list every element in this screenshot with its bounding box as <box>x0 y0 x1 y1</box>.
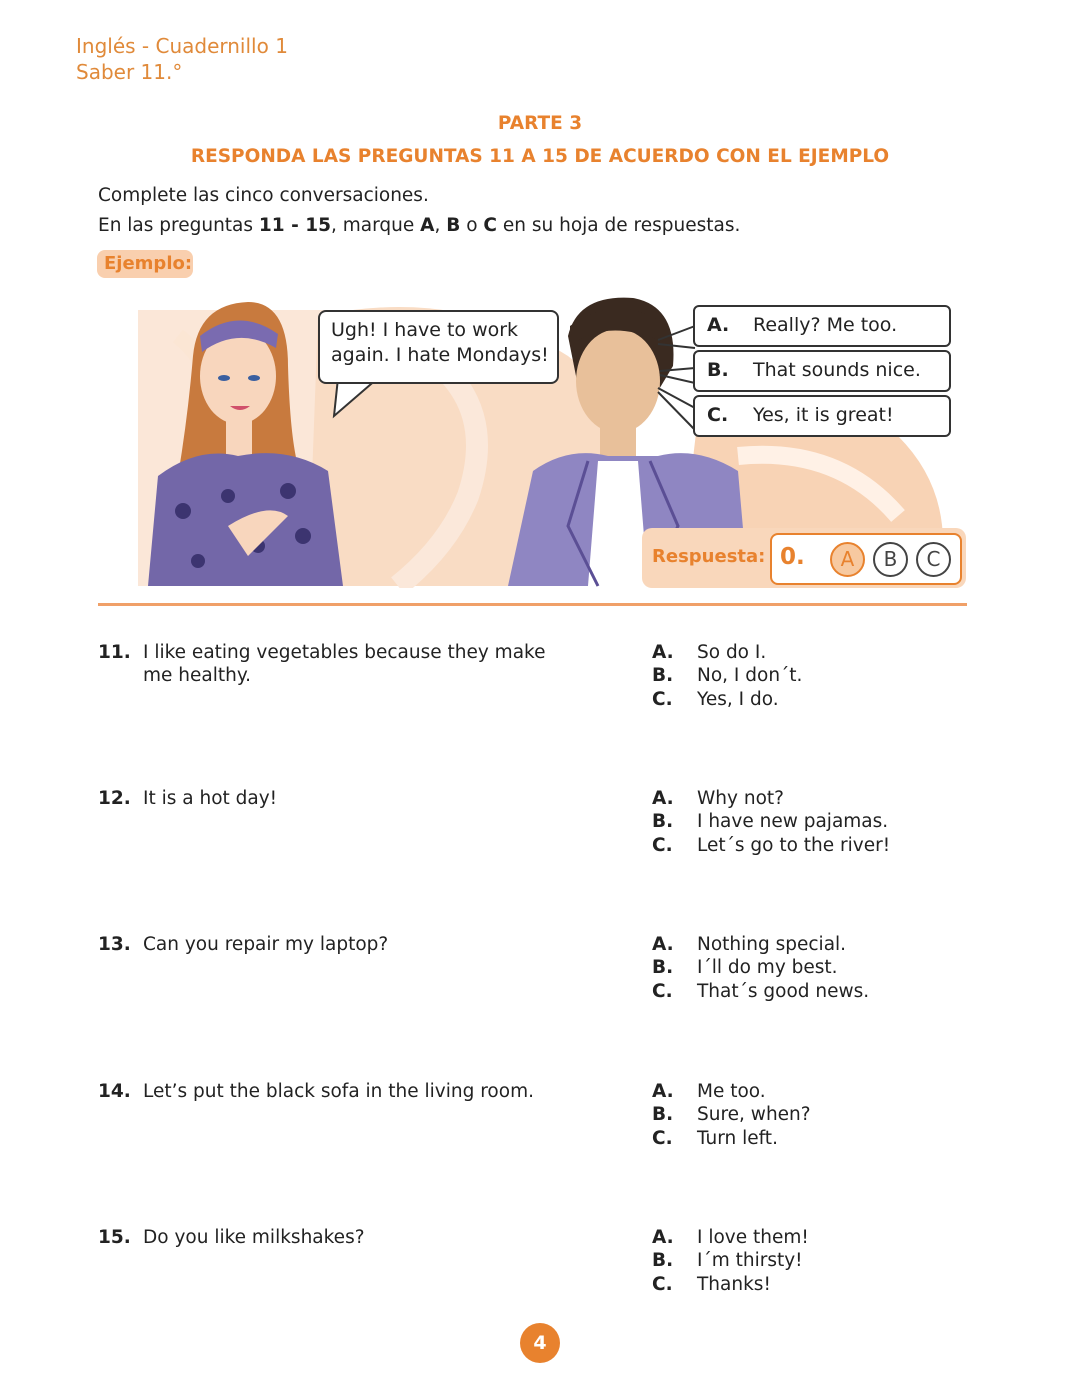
example-option-c <box>693 395 951 437</box>
section-divider <box>98 603 967 606</box>
question-12-options <box>652 787 982 857</box>
option-letter: C. <box>652 688 673 710</box>
question-text: Let’s put the black sofa in the living room. <box>143 1081 534 1102</box>
question-15 <box>98 1226 548 1249</box>
option-row <box>652 1273 982 1296</box>
option-text: Sure, when? <box>697 1104 811 1126</box>
option-text: I love them! <box>697 1227 809 1248</box>
option-text: Why not? <box>697 788 784 809</box>
question-11-options <box>652 641 982 711</box>
option-letter: C. <box>707 404 729 426</box>
option-row <box>652 787 982 810</box>
option-text: I´ll do my best. <box>697 957 838 979</box>
question-number: 15. <box>98 1227 131 1248</box>
question-number: 13. <box>98 934 131 955</box>
instr-letter-a: A <box>420 215 435 236</box>
option-letter: A. <box>652 1081 674 1102</box>
instr-letter-c: C <box>483 215 497 236</box>
answer-number: 0. <box>780 544 805 570</box>
option-letter: B. <box>652 665 674 687</box>
question-11 <box>98 641 548 687</box>
speech-bubble <box>318 310 559 384</box>
option-row <box>652 688 982 711</box>
option-row <box>652 1103 982 1126</box>
instruction-line-1: Complete las cinco conversaciones. <box>98 185 429 206</box>
instr-text: , <box>434 215 447 236</box>
part-subtitle: RESPONDA LAS PREGUNTAS 11 A 15 DE ACUERDO CON EL EJEMPLO <box>190 146 890 167</box>
subject-title: Inglés - Cuadernillo 1 <box>76 34 288 58</box>
speech-line-1: Ugh! I have to work <box>331 319 519 341</box>
option-row <box>652 1226 982 1249</box>
page-number: 4 <box>520 1323 560 1363</box>
option-letter: B. <box>652 957 674 979</box>
option-letter: A. <box>652 1227 674 1248</box>
part-title: PARTE 3 <box>497 113 583 134</box>
answer-label: Respuesta: <box>652 546 766 567</box>
option-text: Yes, it is great! <box>753 404 894 426</box>
instr-range: 11 - 15 <box>258 215 331 236</box>
question-text: It is a hot day! <box>143 788 278 809</box>
option-text: I´m thirsty! <box>697 1250 803 1272</box>
option-letter: C. <box>652 1127 673 1149</box>
instr-text: en su hoja de respuestas. <box>497 215 741 236</box>
grade-title: Saber 11.° <box>76 60 183 84</box>
question-13-options <box>652 933 982 1003</box>
option-text: So do I. <box>697 642 767 663</box>
answer-bubble-c[interactable]: C <box>916 542 951 577</box>
option-row <box>652 933 982 956</box>
answer-panel <box>642 528 966 588</box>
example-option-b <box>693 350 951 392</box>
option-row <box>652 834 982 857</box>
option-row <box>652 1127 982 1150</box>
option-letter: A. <box>707 314 730 336</box>
option-row <box>652 980 982 1003</box>
option-letter: B. <box>652 1250 674 1272</box>
option-text: Me too. <box>697 1081 766 1102</box>
option-row <box>652 641 982 664</box>
option-text: Really? Me too. <box>753 314 898 336</box>
instr-text: En las preguntas <box>98 215 259 236</box>
option-row <box>652 1080 982 1103</box>
option-letter: A. <box>652 788 674 809</box>
option-letter: C. <box>652 1273 673 1295</box>
option-letter: A. <box>652 642 674 663</box>
example-label: Ejemplo: <box>97 250 193 278</box>
question-15-options <box>652 1226 982 1296</box>
option-text: Nothing special. <box>697 934 847 955</box>
option-letter: B. <box>652 1104 674 1126</box>
question-12 <box>98 787 548 810</box>
option-text: I have new pajamas. <box>697 811 889 833</box>
question-number: 11. <box>98 642 131 663</box>
question-14-options <box>652 1080 982 1150</box>
instr-letter-b: B <box>446 215 461 236</box>
instr-text: o <box>460 215 484 236</box>
question-text: Do you like milkshakes? <box>143 1227 365 1248</box>
answer-box <box>770 533 962 585</box>
option-text: That sounds nice. <box>753 359 921 381</box>
answer-bubble-b[interactable]: B <box>873 542 908 577</box>
option-text: That´s good news. <box>697 980 870 1002</box>
option-text: Turn left. <box>697 1127 778 1149</box>
answer-bubble-a[interactable]: A <box>830 542 865 577</box>
option-row <box>652 810 982 833</box>
question-13 <box>98 933 548 956</box>
question-text: I like eating vegetables because they make me healthy. <box>143 642 546 686</box>
option-letter: A. <box>652 934 674 955</box>
option-row <box>652 1249 982 1272</box>
instruction-line-2 <box>98 215 740 236</box>
option-letter: B. <box>707 359 729 381</box>
option-text: Yes, I do. <box>697 688 779 710</box>
option-text: No, I don´t. <box>697 665 803 687</box>
question-number: 12. <box>98 788 131 809</box>
option-row <box>652 664 982 687</box>
option-letter: B. <box>652 811 674 833</box>
speech-line-2: again. I hate Mondays! <box>331 344 549 366</box>
option-letter: C. <box>652 980 673 1002</box>
question-14 <box>98 1080 548 1103</box>
option-text: Thanks! <box>697 1273 771 1295</box>
option-text: Let´s go to the river! <box>697 834 891 856</box>
option-row <box>652 956 982 979</box>
example-illustration <box>138 296 968 588</box>
example-option-a <box>693 305 951 347</box>
question-number: 14. <box>98 1081 131 1102</box>
question-text: Can you repair my laptop? <box>143 934 389 955</box>
option-letter: C. <box>652 834 673 856</box>
instr-text: , marque <box>330 215 421 236</box>
